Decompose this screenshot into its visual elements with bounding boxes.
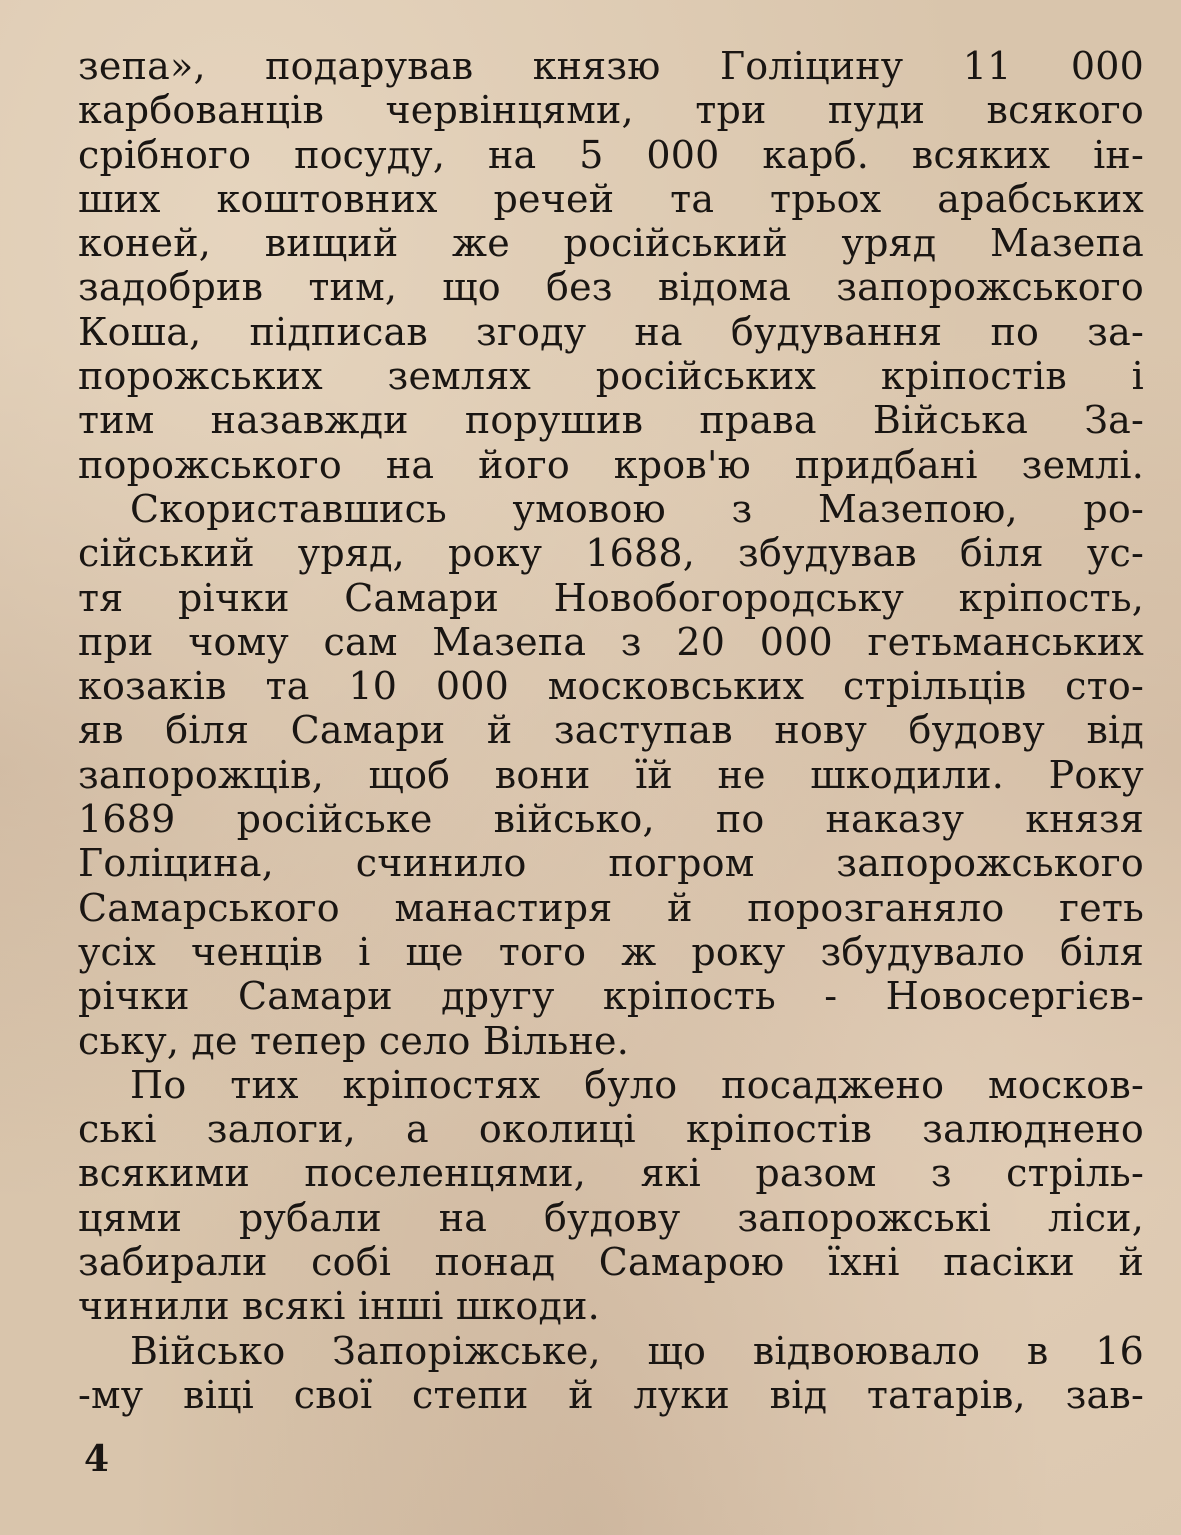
paragraph xyxy=(78,44,1144,487)
text-line: срібного посуду, на 5 000 карб. всяких ін- xyxy=(78,132,1144,177)
text-line: чинили всякі інші шкоди. xyxy=(78,1284,600,1329)
text-line: всякими поселенцями, які разом з стріль- xyxy=(78,1151,1144,1196)
text-line: цями рубали на будову запорожські ліси, xyxy=(78,1195,1144,1240)
text-line: порожських землях російських кріпостів і xyxy=(78,354,1144,399)
text-line: По тих кріпостях було посаджено москов- xyxy=(130,1062,1144,1107)
text-line: тим назавжди порушив права Війська За- xyxy=(78,398,1144,443)
text-line: запорожців, щоб вони їй не шкодили. Року xyxy=(78,752,1144,797)
text-line: Скориставшись умовою з Мазепою, ро- xyxy=(130,486,1144,531)
paragraph xyxy=(78,1063,1144,1329)
text-line: карбованців червінцями, три пуди всякого xyxy=(78,88,1144,133)
paragraph xyxy=(78,1329,1144,1418)
text-line: порожського на його кров'ю придбані землі. xyxy=(78,442,1144,487)
text-line: -му віці свої степи й луки від татарів, зав- xyxy=(78,1372,1144,1417)
text-line: сійський уряд, року 1688, збудував біля ус- xyxy=(78,531,1144,576)
text-line: усіх ченців і ще того ж року збудувало біля xyxy=(78,929,1144,974)
text-line: при чому сам Мазепа з 20 000 гетьманських xyxy=(78,619,1144,664)
text-line: Самарського манастиря й порозганяло геть xyxy=(78,885,1144,930)
text-line: ські залоги, а околиці кріпостів залюднено xyxy=(78,1107,1144,1152)
text-line: Голіцина, счинило погром запорожського xyxy=(78,841,1144,886)
text-line: задобрив тим, що без відома запорожського xyxy=(78,265,1144,310)
document-body xyxy=(78,44,1144,1417)
text-line: ших коштовних речей та трьох арабських xyxy=(78,176,1144,221)
page-number: 4 xyxy=(84,1438,110,1480)
text-line: забирали собі понад Самарою їхні пасіки й xyxy=(78,1240,1144,1285)
text-line: річки Самари другу кріпость - Новосергієв- xyxy=(78,974,1144,1019)
text-line: ську, де тепер село Вільне. xyxy=(78,1018,630,1063)
paragraph xyxy=(78,487,1144,1063)
text-line: Коша, підписав згоду на будування по за- xyxy=(78,309,1144,354)
text-line: тя річки Самари Новобогородську кріпость, xyxy=(78,575,1144,620)
text-line: 1689 російське військо, по наказу князя xyxy=(78,797,1144,842)
text-line: коней, вищий же російський уряд Мазепа xyxy=(78,221,1144,266)
text-line: яв біля Самари й заступав нову будову від xyxy=(78,708,1144,753)
text-line: зепа», подарував князю Голіцину 11 000 xyxy=(78,44,1144,88)
text-line: козаків та 10 000 московських стрільців сто- xyxy=(78,664,1144,709)
text-line: Військо Запоріжське, що відвоювало в 16 xyxy=(130,1328,1144,1373)
